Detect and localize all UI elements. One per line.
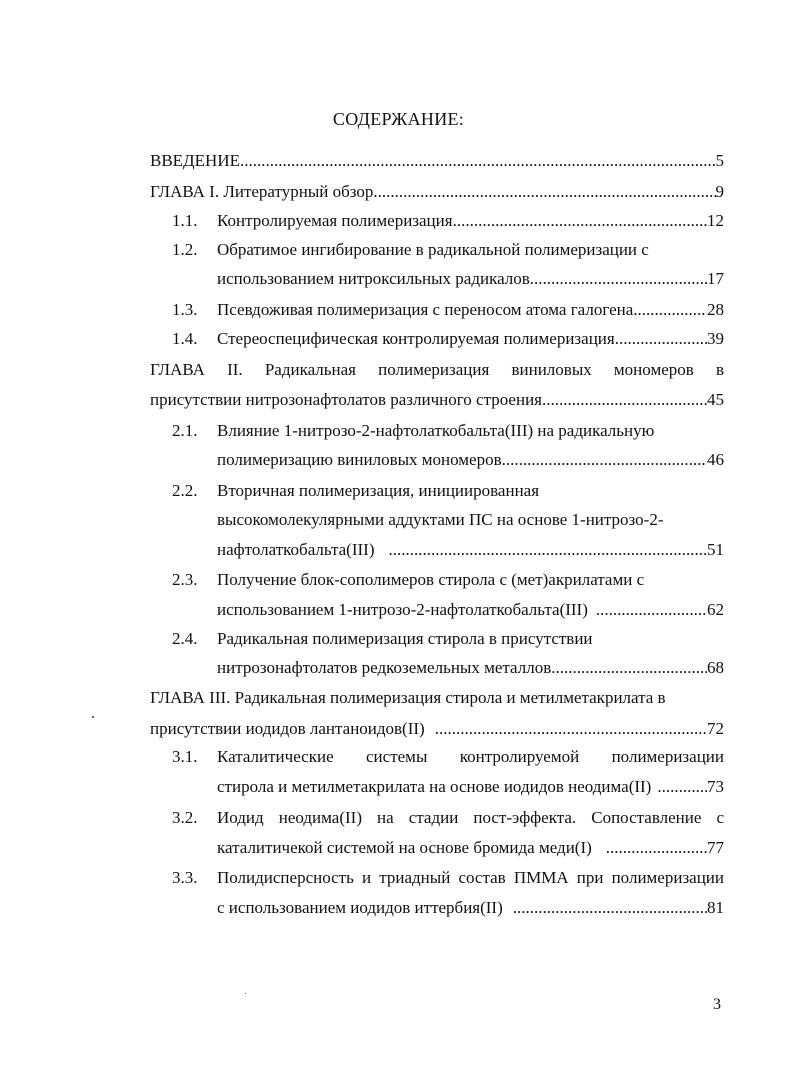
- toc-entry-2-3[interactable]: [217, 599, 724, 621]
- dot-leader: [502, 449, 707, 471]
- toc-entry-chapter-2[interactable]: [150, 389, 724, 411]
- toc-entry-2-4[interactable]: [217, 657, 724, 679]
- toc-entry-label: каталитичекой системой на основе бромида меди(I): [217, 838, 592, 857]
- section-number: 3.1.: [172, 747, 198, 766]
- toc-entry-label: использованием 1-нитрозо-2-нафтолаткобальта(III): [217, 600, 588, 619]
- toc-entry-2-4-line-1[interactable]: Радикальная полимеризация стирола в присутствии: [217, 629, 593, 648]
- toc-page-number: 62: [707, 600, 724, 619]
- toc-entry-label: нитрозонафтолатов редкоземельных металлов: [217, 658, 552, 677]
- toc-entry-label: использованием нитроксильных радикалов: [217, 269, 530, 288]
- toc-page-number: 51: [707, 540, 724, 559]
- dot-leader: [373, 181, 715, 203]
- toc-page-number: 73: [707, 777, 724, 796]
- section-number: 1.1.: [172, 211, 198, 230]
- toc-entry-label: нафтолаткобальта(III): [217, 540, 375, 559]
- section-number: 2.1.: [172, 421, 198, 440]
- dot-leader: [633, 299, 707, 321]
- toc-page-number: 81: [707, 898, 724, 917]
- toc-entry-1-1[interactable]: [217, 210, 724, 232]
- toc-entry-label: Контролируемая полимеризация: [217, 211, 453, 230]
- dot-leader: [530, 268, 707, 290]
- toc-entry-chapter-3[interactable]: [150, 718, 724, 740]
- scan-speck: [92, 716, 94, 718]
- toc-entry-label: присутствии нитрозонафтолатов различного строения: [150, 390, 542, 409]
- toc-entry-1-3[interactable]: [217, 299, 724, 321]
- toc-entry-3-3[interactable]: [217, 897, 724, 919]
- section-number: 2.2.: [172, 481, 198, 500]
- section-number: 1.4.: [172, 329, 198, 348]
- dot-leader: [657, 776, 707, 798]
- section-number: 2.3.: [172, 570, 198, 589]
- toc-entry-2-1[interactable]: [217, 449, 724, 471]
- toc-entry-2-1-line-1[interactable]: Влияние 1-нитрозо-2-нафтолаткобальта(III) на радикальную: [217, 421, 655, 440]
- section-number: 3.2.: [172, 808, 198, 827]
- dot-leader: [596, 599, 707, 621]
- toc-entry-label: присутствии иодидов лантаноидов(II): [150, 719, 425, 738]
- toc-page-number: 72: [707, 719, 724, 738]
- dot-leader: [388, 539, 707, 561]
- toc-page-number: 68: [707, 658, 724, 677]
- toc-entry-intro[interactable]: [150, 150, 724, 172]
- section-number: 1.3.: [172, 300, 198, 319]
- toc-entry-2-3-line-1[interactable]: Получение блок-сополимеров стирола с (мет)акрилатами с: [217, 570, 645, 589]
- toc-page-number: 39: [707, 329, 724, 348]
- toc-page-number: 17: [707, 269, 724, 288]
- dot-leader: [240, 150, 716, 172]
- dot-leader: [606, 837, 707, 859]
- toc-entry-3-1-line-1[interactable]: Каталитические системы контролируемой полимеризации: [217, 747, 724, 766]
- section-number: 3.3.: [172, 868, 198, 887]
- toc-entry-2-2-line-2[interactable]: высокомолекулярными аддуктами ПС на основе 1-нитрозо-2-: [217, 510, 664, 529]
- toc-page-number: 5: [715, 151, 724, 170]
- dot-leader: [453, 210, 707, 232]
- toc-entry-1-4[interactable]: [217, 328, 724, 350]
- page-number: 3: [713, 996, 721, 1013]
- toc-entry-label: стирола и метилметакрилата на основе иодидов неодима(II): [217, 777, 652, 796]
- toc-page-number: 45: [707, 390, 724, 409]
- toc-page-number: 46: [707, 450, 724, 469]
- toc-page-number: 28: [707, 300, 724, 319]
- dot-leader: [513, 897, 707, 919]
- toc-entry-1-2-line-1[interactable]: Обратимое ингибирование в радикальной полимеризации с: [217, 240, 649, 259]
- toc-entry-label: полимеризацию виниловых мономеров: [217, 450, 502, 469]
- toc-page-number: 9: [715, 182, 724, 201]
- toc-entry-label: Псевдоживая полимеризация с переносом атома галогена: [217, 300, 634, 319]
- toc-entry-chapter-2-line-1[interactable]: ГЛАВА II. Радикальная полимеризация виниловых мономеров в: [150, 360, 724, 379]
- toc-entry-2-2-line-1[interactable]: Вторичная полимеризация, инициированная: [217, 481, 540, 500]
- toc-entry-3-2-line-1[interactable]: Иодид неодима(II) на стадии пост-эффекта. Сопоставление с: [217, 808, 724, 827]
- toc-entry-3-2[interactable]: [217, 837, 724, 859]
- dot-leader: [435, 718, 707, 740]
- toc-entry-chapter-3-line-1[interactable]: ГЛАВА III. Радикальная полимеризация стирола и метилметакрилата в: [150, 688, 666, 707]
- toc-page-number: 12: [707, 211, 724, 230]
- section-number: 1.2.: [172, 240, 198, 259]
- toc-entry-1-2[interactable]: [217, 268, 724, 290]
- toc-entry-label: ГЛАВА I. Литературный обзор: [150, 182, 374, 201]
- toc-page-number: 77: [707, 838, 724, 857]
- page-title: СОДЕРЖАНИЕ:: [332, 109, 465, 129]
- toc-entry-label: Стереоспецифическая контролируемая полимеризация: [217, 329, 615, 348]
- dot-leader: [542, 389, 707, 411]
- toc-entry-2-2[interactable]: [217, 539, 724, 561]
- toc-entry-label: ВВЕДЕНИЕ: [150, 151, 240, 170]
- section-number: 2.4.: [172, 629, 198, 648]
- toc-entry-3-1[interactable]: [217, 776, 724, 798]
- toc-entry-3-3-line-1[interactable]: Полидисперсность и триадный состав ПММА при полимеризации: [217, 868, 724, 887]
- dot-leader: [615, 328, 707, 350]
- scan-speck: [245, 993, 246, 994]
- toc-entry-chapter-1[interactable]: [150, 181, 724, 203]
- dot-leader: [551, 657, 707, 679]
- toc-entry-label: с использованием иодидов иттербия(II): [217, 898, 503, 917]
